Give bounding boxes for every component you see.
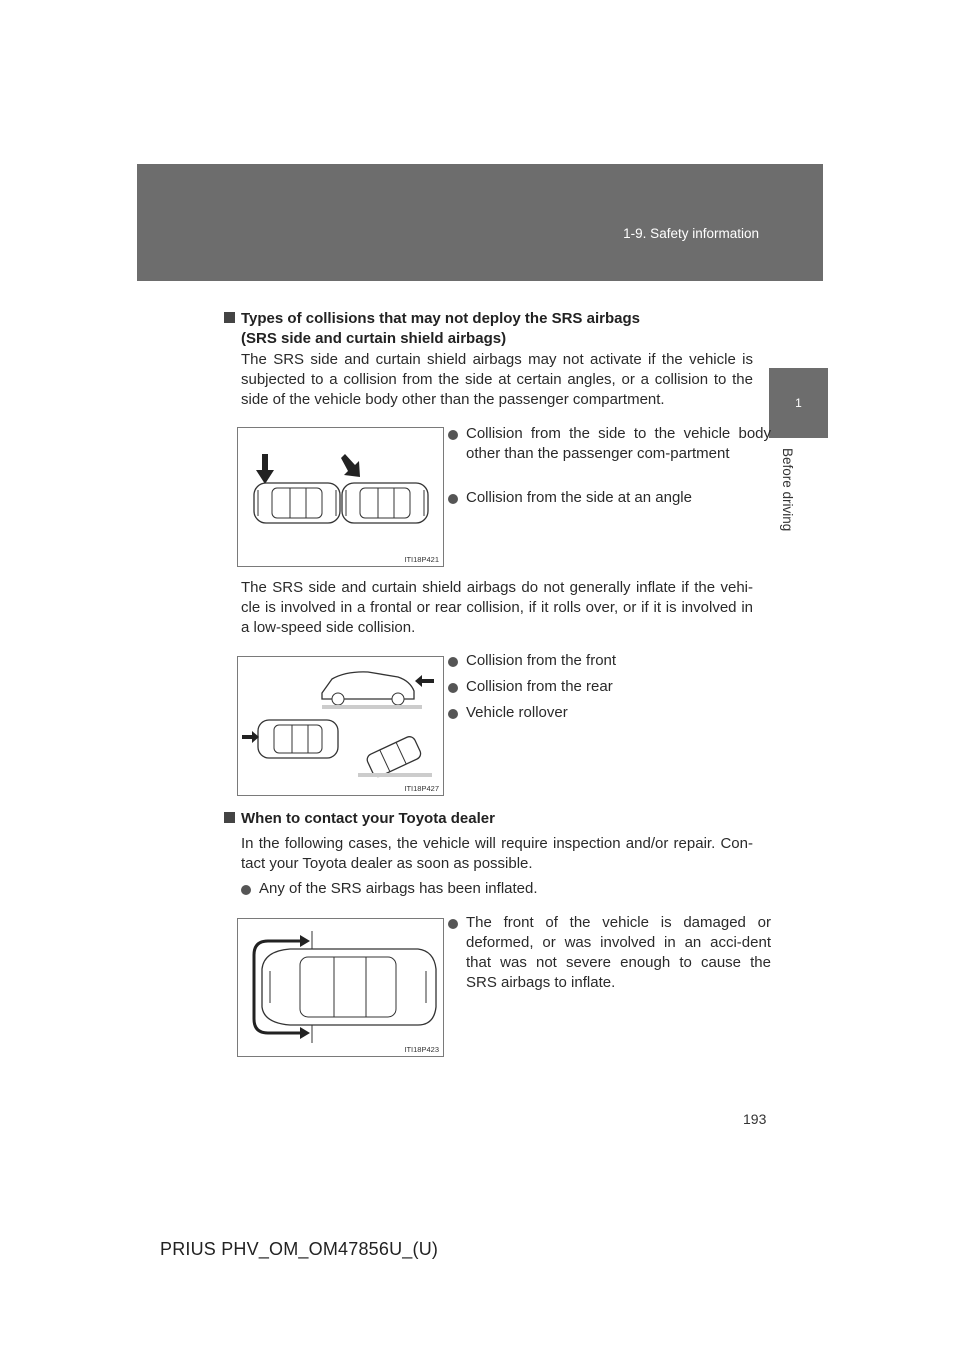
figure-front-rear-rollover [237,656,444,796]
figure-front-damage [237,918,444,1057]
bullet-dot-icon [448,683,458,693]
chapter-tab [769,368,828,438]
chapter-number: 1 [795,396,802,410]
figure-code: ITI18P427 [404,784,439,793]
section-heading-contact-dealer: When to contact your Toyota dealer [224,809,495,829]
bullet-item: Vehicle rollover [448,703,771,723]
front-rear-rollover-illustration [238,657,443,795]
paragraph-inspection: In the following cases, the vehicle will require inspection and/or repair. Con-tact your Toyota dealer as soon as possible. [241,835,753,872]
figure-code: ITI18P423 [404,1045,439,1054]
bullet-dot-icon [448,709,458,719]
bullet-item: Collision from the side at an angle [448,488,771,508]
section-title: 1-9. Safety information [623,226,759,241]
bullet-dot-icon [448,430,458,440]
bullet-item: Any of the SRS airbags has been inflated. [241,879,771,899]
paragraph-no-inflate: The SRS side and curtain shield airbags do not generally inflate if the vehi-cle is involved in a frontal or rear collision, if it rolls over, or if it is involved in a low-speed side collision. [241,579,753,636]
bullet-dot-icon [448,657,458,667]
front-damage-illustration [238,919,443,1056]
heading-line-1: Types of collisions that may not deploy the SRS airbags [241,310,640,327]
square-bullet-icon [224,312,235,323]
bullet-dot-icon [448,919,458,929]
section-heading-collision-types [224,309,640,349]
square-bullet-icon [224,812,235,823]
bullet-item: Collision from the rear [448,677,771,697]
figure-side-collision [237,427,444,567]
bullet-item: Collision from the front [448,651,771,671]
chapter-label: Before driving [780,448,795,532]
bullet-item: The front of the vehicle is damaged or deformed, or was involved in an acci-dent that was not severe enough to cause the SRS airbags to inflate. [448,913,771,993]
side-collision-illustration [238,428,443,566]
header-band [137,164,823,281]
document-id: PRIUS PHV_OM_OM47856U_(U) [160,1239,439,1259]
figure-code: ITI18P421 [404,555,439,564]
paragraph-side-airbags: The SRS side and curtain shield airbags may not activate if the vehicle is subjected to a collision from the side at certain angles, or a collision to the side of the vehicle body other than the passenger compartment. [241,351,753,408]
bullet-item: Collision from the side to the vehicle body other than the passenger com-partment [448,424,771,464]
page-number: 193 [743,1111,767,1127]
heading-line-2: (SRS side and curtain shield airbags) [241,330,507,347]
bullet-dot-icon [448,494,458,504]
bullet-dot-icon [241,885,251,895]
